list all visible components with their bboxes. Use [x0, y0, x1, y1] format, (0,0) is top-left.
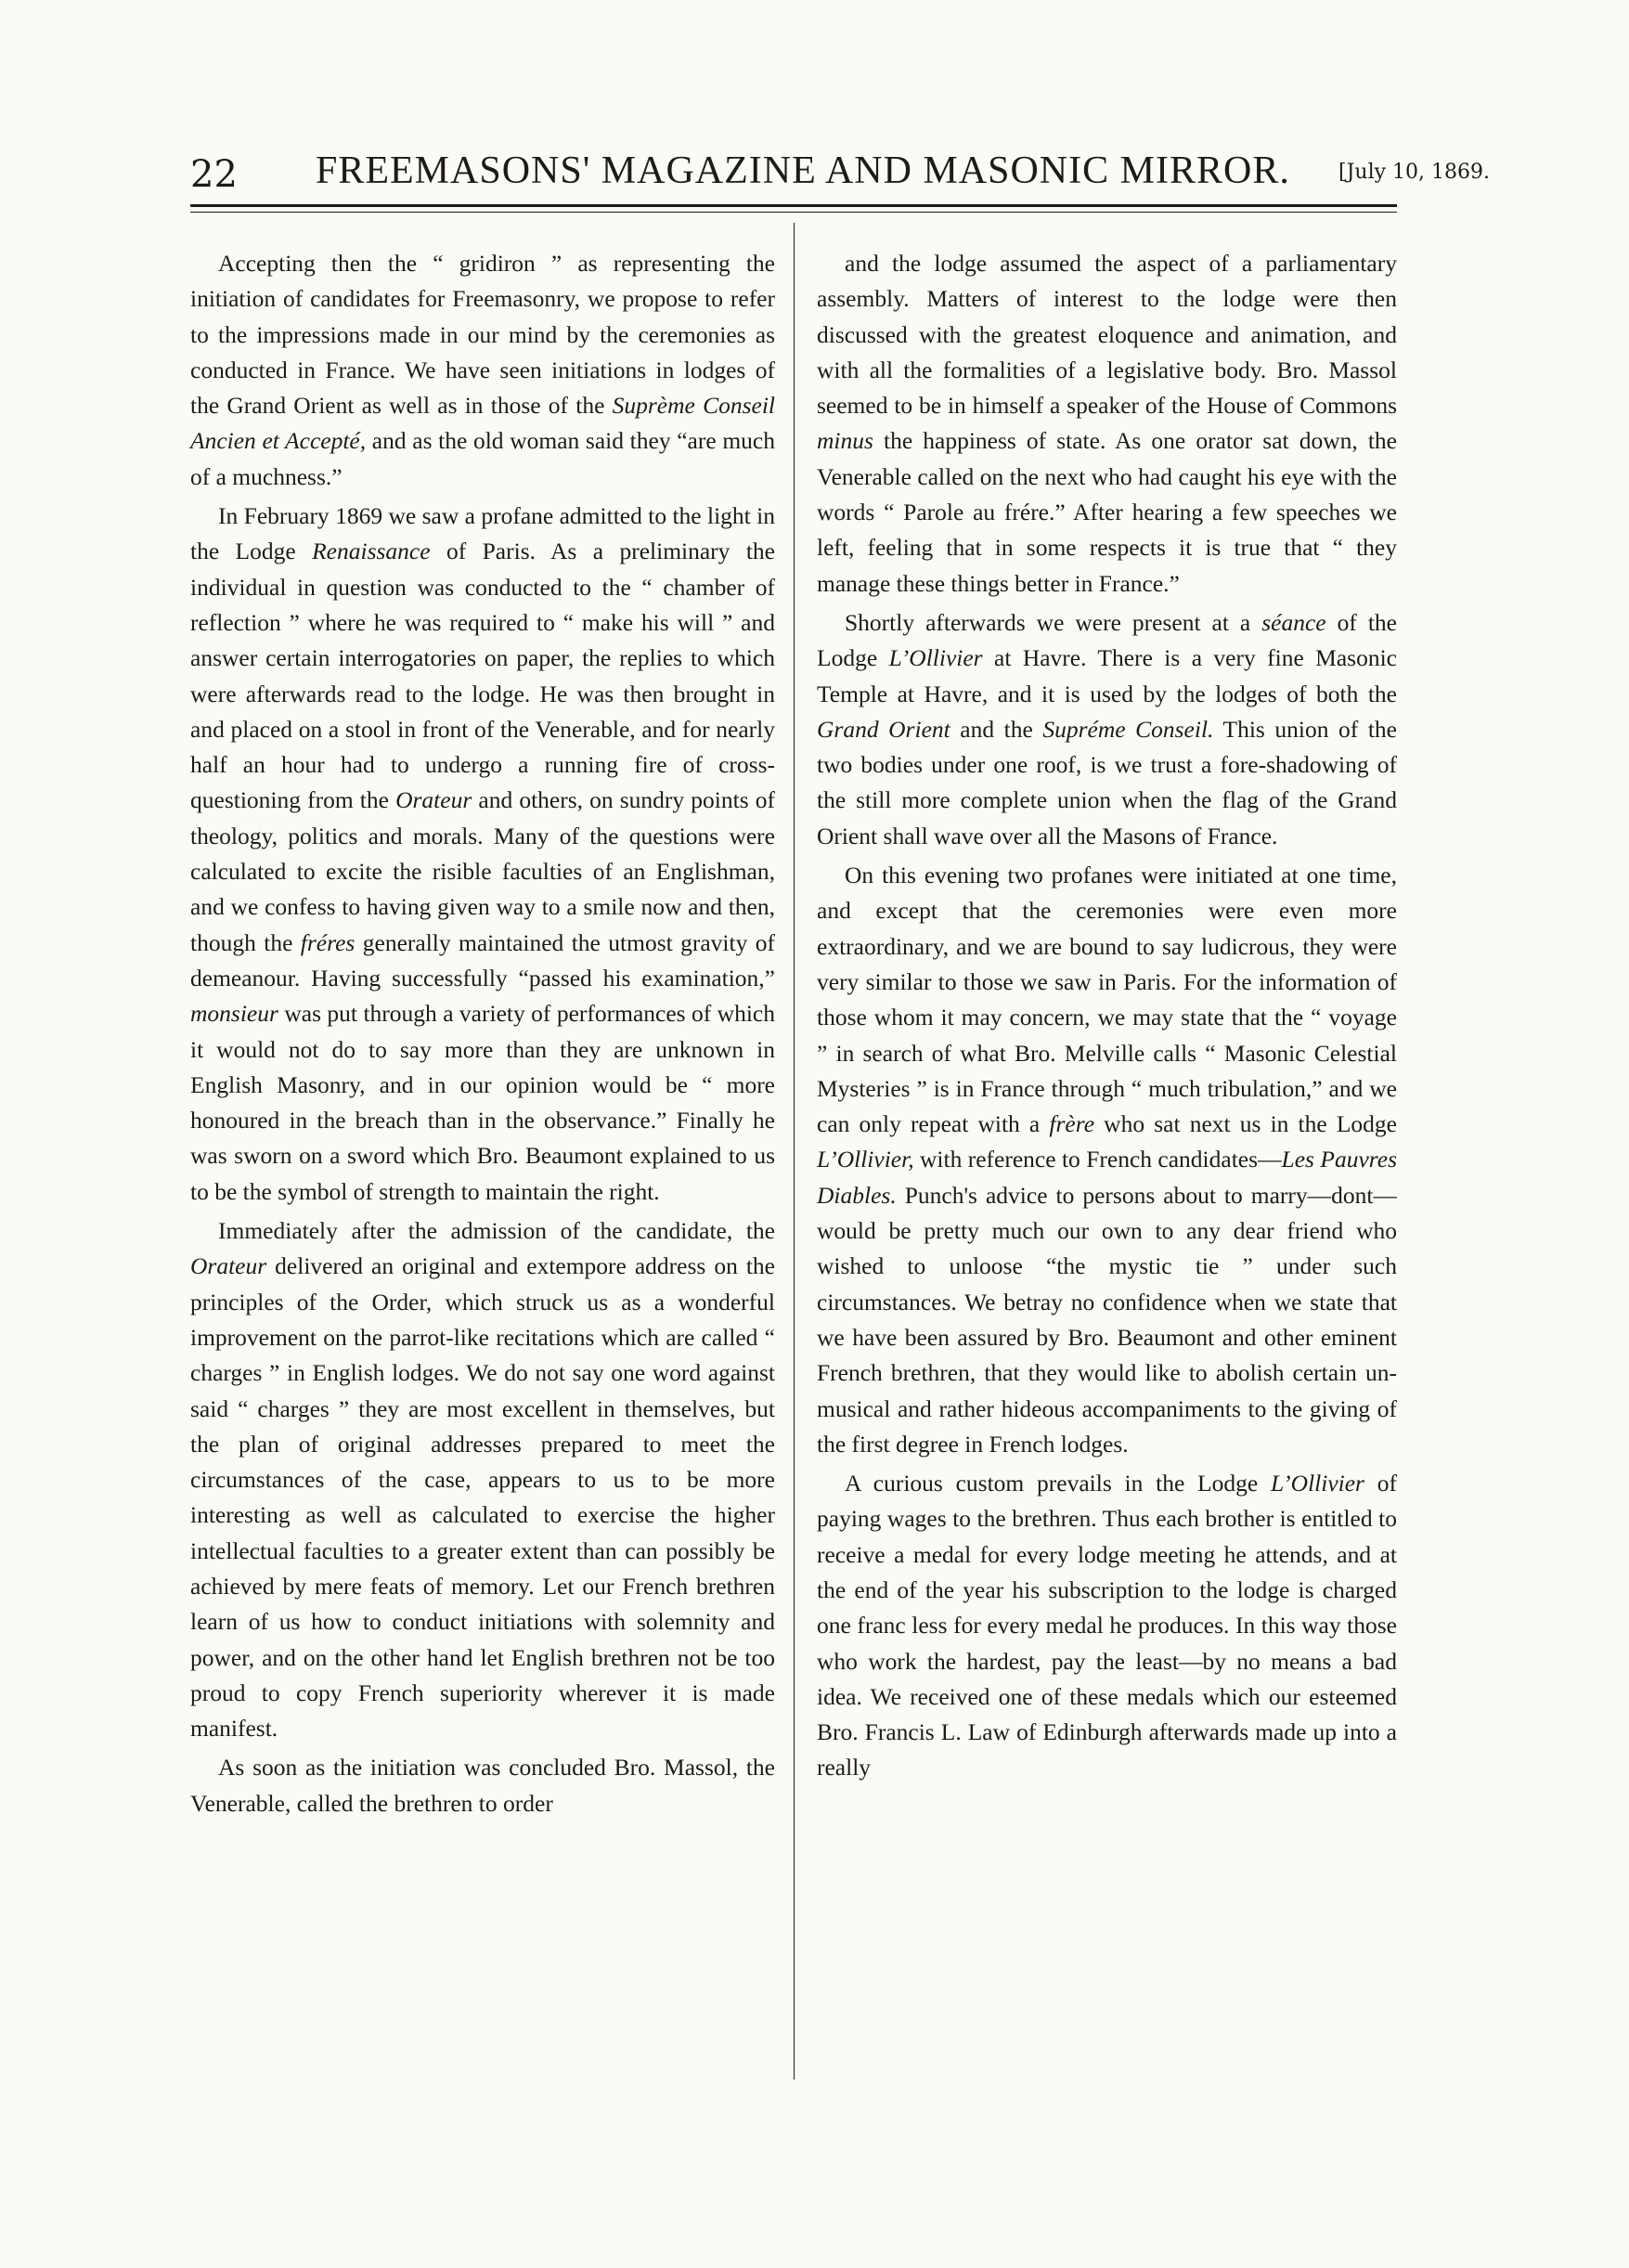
article-paragraph: In February 1869 we saw a profane admitted to the light in the Lodge Renaissance of Paris. As a preliminary the individual in question was conducted to the “ chamber of reflection ” where he was required to “ make his will ” and answer certain interrogatories on paper, the replies to which were afterwards read to the lodge. He was then brought in and placed on a stool in front of the Venerable, and for nearly half an hour had to undergo a running fire of cross-questioning from the Orateur and others, on sundry points of theology, politics and morals. Many of the questions were calculated to excite the risible faculties of an Englishman, and we confess to having given way to a smile now and then, though the fréres generally maintained the utmost gravity of demeanour. Having successfully “passed his examination,” monsieur was put through a variety of performances of which it would not do to say more than they are unknown in English Masonry, and in our opinion would be “ more honoured in the breach than in the observance.” Finally he was sworn on a sword which Bro. Beaumont explained to us to be the symbol of strength to maintain the right.: [190, 502, 776, 1205]
article-paragraph: A curious custom prevails in the Lodge L’Ollivier of paying wages to the brethren. Thus each brother is entitled to receive a medal for every lodge meeting he attends, and at the end of the year his subscription to the lodge is charged one franc less for every medal he produces. In this way those who work the hardest, pay the least—by no means a bad idea. We received one of these medals which our esteemed Bro. Francis L. Law of Edinburgh afterwards made up into a really: [817, 1470, 1397, 1782]
header-rule-thin: [190, 212, 1397, 213]
italic-phrase: frère: [1049, 1110, 1095, 1138]
right-column: [817, 246, 1397, 1790]
italic-phrase: L’Ollivier,: [817, 1146, 914, 1173]
article-paragraph: As soon as the initiation was concluded Bro. Massol, the Venerable, called the brethren to order: [190, 1754, 775, 1817]
article-paragraph: Accepting then the “ gridiron ” as representing the initiation of candidates for Freemasonry, we propose to refer to the impressions made in our mind by the ceremonies as conducted in France. We have seen initiations in lodges of the Grand Orient as well as in those of the Suprème Conseil Ancien et Accepté, and as the old woman said they “are much of a muchness.”: [190, 250, 775, 490]
article-paragraph: On this evening two profanes were initiated at one time, and except that the ceremonies were even more extraordinary, and we are bound to say ludicrous, they were very similar to those we saw in Paris. For the information of those whom it may concern, we may state that the “ voyage ” in search of what Bro. Melville calls “ Masonic Celestial Mysteries ” is in France through “ much tribulation,” and we can only repeat with a frère who sat next us in the Lodge L’Ollivier, with reference to French candidates—Les Pauvres Diables. Punch's advice to persons about to marry—dont—would be pretty much our own to any dear friend who wished to unloose “the mystic tie ” under such circumstances. We betray no confidence when we state that we have been assured by Bro. Beaumont and other eminent French brethren, that they would like to abolish certain un-musical and rather hideous accompaniments to the giving of the first degree in French lodges.: [817, 862, 1397, 1458]
italic-phrase: minus: [817, 427, 873, 455]
header-rule-thick: [190, 204, 1397, 207]
italic-phrase: fréres: [300, 928, 356, 956]
italic-phrase: Renaissance: [312, 538, 431, 565]
italic-phrase: Supréme Conseil.: [1042, 715, 1214, 743]
article-paragraph: and the lodge assumed the aspect of a parliamentary assembly. Matters of interest to the lodge were then discussed with the greatest eloquence and animation, and with all the formalities of a legislative body. Bro. Massol seemed to be in himself a speaker of the House of Commons minus the happiness of state. As one orator sat down, the Venerable called on the next who had caught his eye with the words “ Parole au frére.” After hearing a few speeches we left, feeling that in some respects it is true that “ they manage these things better in France.”: [817, 250, 1397, 597]
italic-phrase: Orateur: [190, 1252, 267, 1280]
article-paragraph: Shortly afterwards we were present at a séance of the Lodge L’Ollivier at Havre. There is a very fine Masonic Temple at Havre, and it is used by the lodges of both the Grand Orient and the Supréme Conseil. This union of the two bodies under one roof, is we trust a fore-shadowing of the still more complete union when the flag of the Grand Orient shall wave over all the Masons of France.: [817, 608, 1397, 849]
page-header: [0, 0, 1629, 223]
italic-phrase: L’Ollivier: [1270, 1470, 1364, 1497]
italic-phrase: Orateur: [395, 786, 472, 814]
italic-phrase: Suprème Conseil Ancien et Accepté,: [190, 392, 775, 455]
italic-phrase: L’Ollivier: [888, 644, 983, 672]
article-paragraph: Immediately after the admission of the candidate, the Orateur delivered an original and extempore address on the principles of the Order, which struck us as a wonderful improvement on the parrot-like recitations which are called “ charges ” in English lodges. We do not say one word against said “ charges ” they are most excellent in themselves, but the plan of original addresses prepared to meet the circumstances of the case, appears to us to be more interesting as well as calculated to exercise the higher intellectual faculties to a greater extent than can possibly be achieved by mere feats of memory. Let our French brethren learn of us how to conduct initiations with solemnity and power, and on the other hand let English brethren not be too proud to copy French superiority wherever it is made manifest.: [190, 1217, 775, 1743]
italic-phrase: séance: [1261, 608, 1326, 636]
column-divider: [794, 223, 795, 2080]
left-column: [190, 246, 775, 1825]
page-number: 22: [190, 153, 238, 196]
issue-date: [July 10, 1869.: [1338, 161, 1490, 184]
italic-phrase: monsieur: [190, 1000, 278, 1028]
italic-phrase: Les Pauvres Diables.: [817, 1146, 1397, 1209]
italic-phrase: Grand Orient: [817, 715, 950, 743]
masthead-title: FREEMASONS' MAGAZINE AND MASONIC MIRROR.: [316, 149, 1290, 192]
